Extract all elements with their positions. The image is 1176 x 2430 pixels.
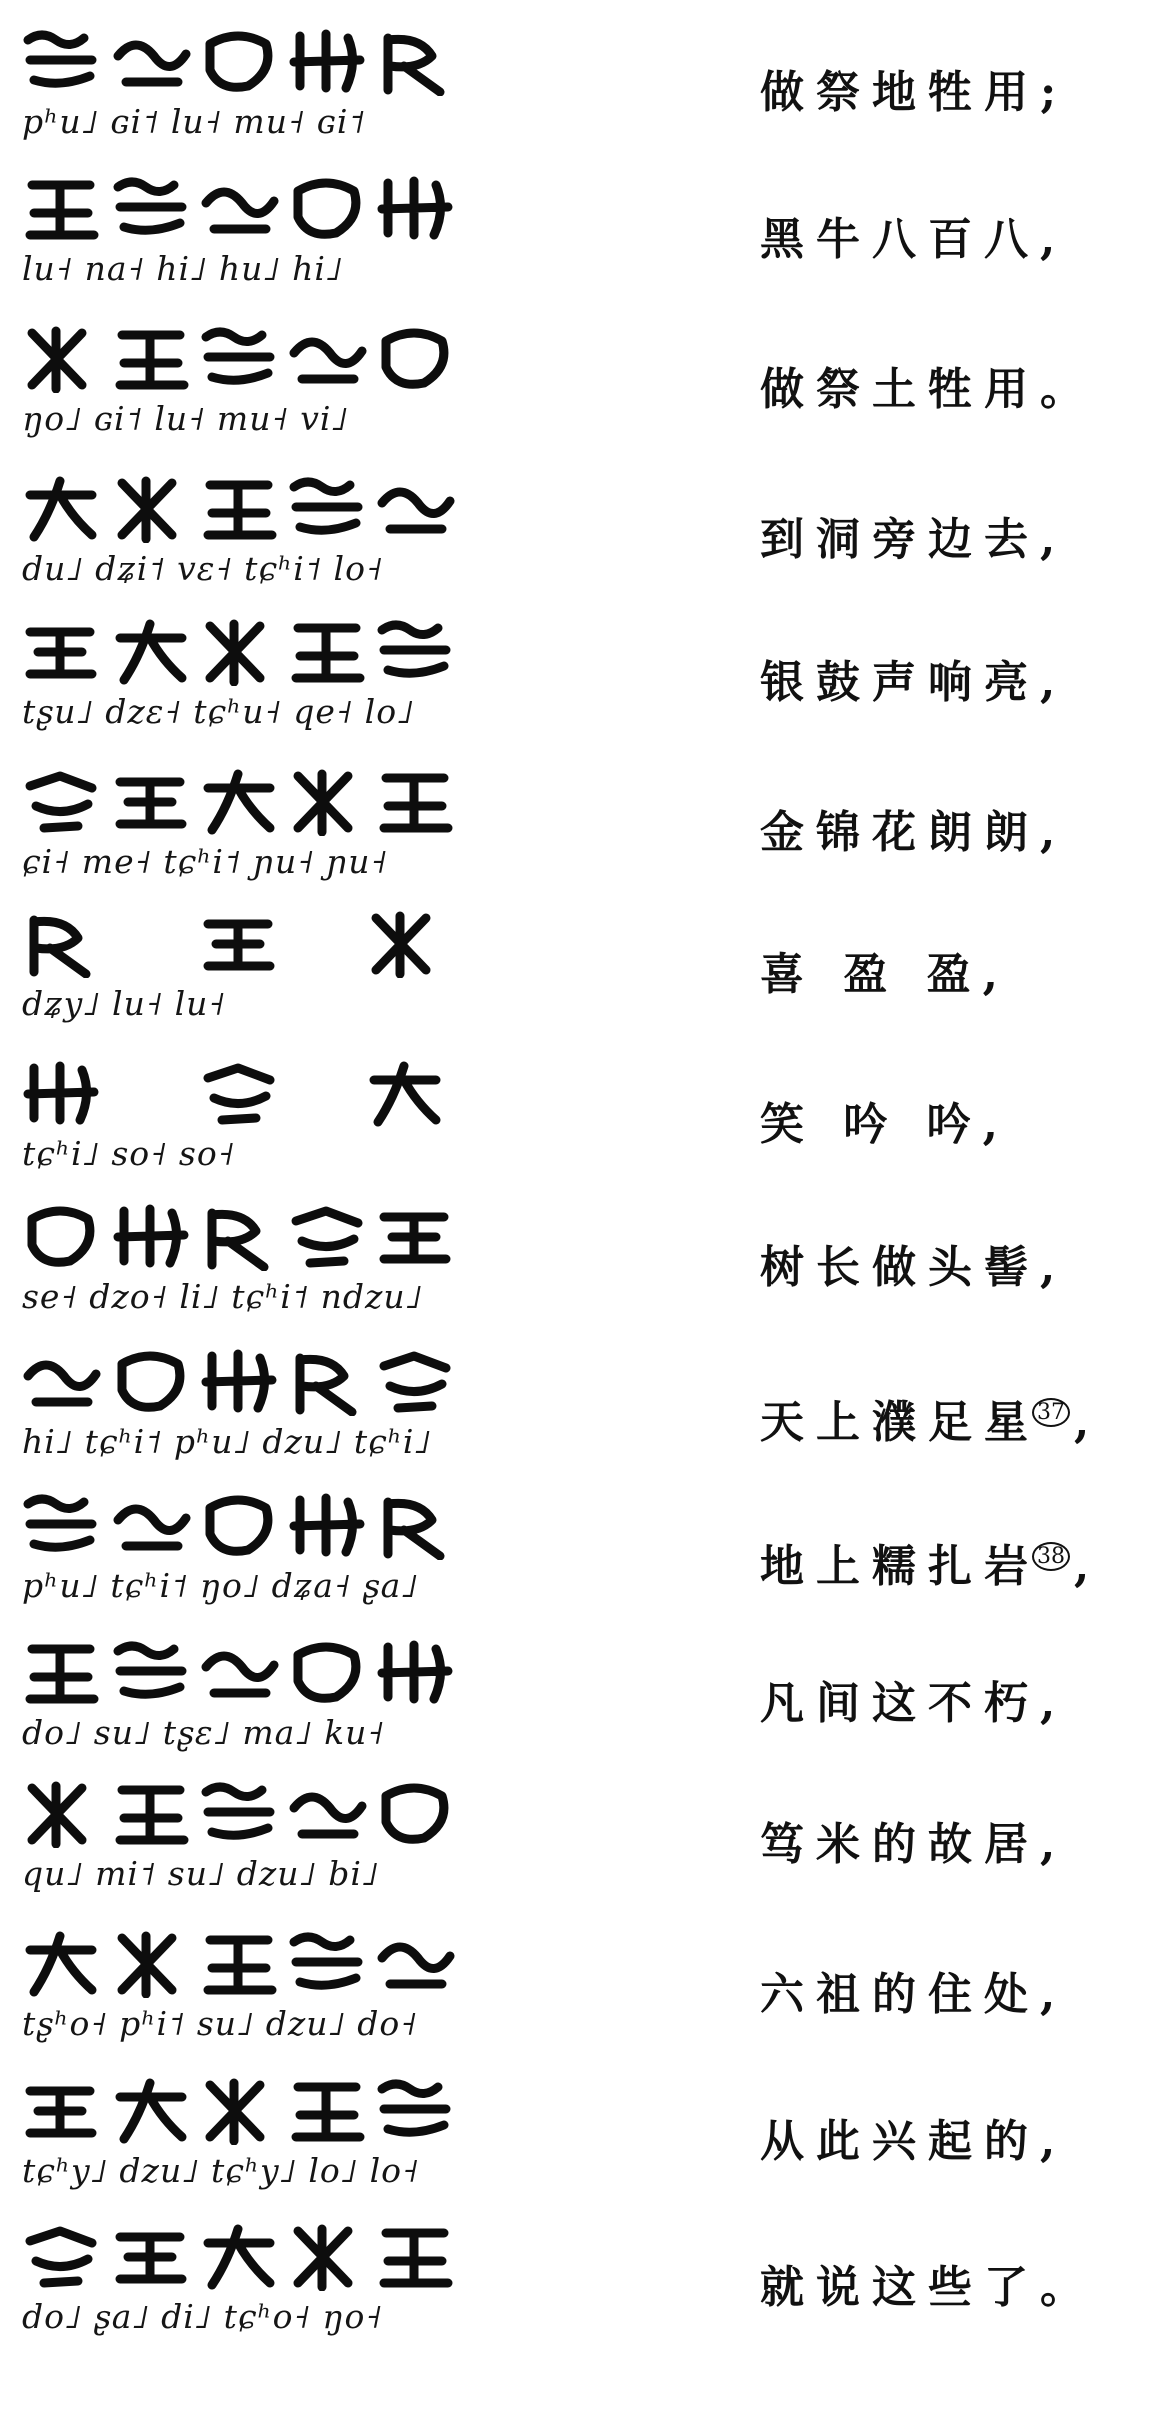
chinese-translation	[760, 900, 1160, 1050]
yi-glyph-line	[0, 900, 470, 982]
yi-character-glyph	[110, 323, 194, 393]
footnote-marker[interactable]: 37	[1032, 1398, 1070, 1427]
yi-character-glyph	[374, 1637, 458, 1707]
yi-character-glyph	[286, 2075, 370, 2145]
yi-character-glyph	[198, 1201, 282, 1271]
yi-character-glyph	[20, 1637, 104, 1707]
yi-character-glyph	[20, 908, 104, 978]
yi-character-glyph	[364, 908, 448, 978]
yi-glyph-line	[0, 465, 470, 547]
verse-row	[0, 315, 1176, 465]
translation-text: 六祖的住处,	[760, 1969, 1068, 2020]
romanization: pʰu˩ ɢi˦ lu˧ mu˧ ɢi˦	[22, 102, 366, 141]
yi-character-glyph	[198, 2221, 282, 2291]
romanization: se˧ dzo˧ li˩ tɕʰi˦ ndzu˩	[22, 1277, 423, 1316]
yi-character-glyph	[20, 1058, 104, 1128]
yi-character-glyph	[20, 473, 104, 543]
yi-character-glyph	[198, 1058, 282, 1128]
chinese-translation	[760, 1770, 1160, 1920]
yi-script-block	[0, 1629, 470, 1779]
yi-character-glyph	[110, 1778, 194, 1848]
yi-character-glyph	[20, 1778, 104, 1848]
verse-row	[0, 758, 1176, 908]
romanization: tɕʰy˩ dzu˩ tɕʰy˩ lo˩ lo˧	[22, 2151, 420, 2190]
chinese-translation	[760, 315, 1160, 465]
translation-text: 从此兴起的,	[760, 2116, 1068, 2167]
romanization: tʂu˩ dzɛ˧ tɕʰu˧ qe˧ lo˩	[22, 692, 415, 731]
yi-character-glyph	[110, 1346, 194, 1416]
yi-character-glyph	[20, 26, 104, 96]
yi-script-block	[0, 758, 470, 908]
yi-character-glyph	[110, 616, 194, 686]
yi-character-glyph	[110, 1928, 194, 1998]
romanization: qu˩ mi˦ su˩ dzu˩ bi˩	[22, 1854, 380, 1893]
yi-character-glyph	[110, 473, 194, 543]
yi-character-glyph	[20, 173, 104, 243]
yi-character-glyph	[374, 616, 458, 686]
yi-script-block	[0, 1920, 470, 2070]
yi-character-glyph	[286, 1778, 370, 1848]
translation-text: 做祭地牲用;	[760, 67, 1069, 118]
romanization: tɕʰi˩ so˧ so˧	[22, 1134, 235, 1173]
yi-glyph-line	[0, 1482, 470, 1564]
yi-character-glyph	[198, 473, 282, 543]
romanization: du˩ dʑi˦ vɛ˧ tɕʰi˦ lo˧	[22, 549, 384, 588]
verse-row	[0, 1050, 1176, 1200]
yi-character-glyph	[374, 473, 458, 543]
verse-row	[0, 1482, 1176, 1632]
yi-glyph-line	[0, 165, 470, 247]
yi-character-glyph	[374, 26, 458, 96]
yi-character-glyph	[20, 2221, 104, 2291]
yi-character-glyph	[286, 2221, 370, 2291]
yi-character-glyph	[198, 766, 282, 836]
yi-script-block	[0, 1770, 470, 1920]
verse-row	[0, 1338, 1176, 1488]
yi-script-block	[0, 900, 470, 1050]
yi-character-glyph	[286, 1201, 370, 1271]
chinese-translation	[760, 18, 1160, 168]
yi-character-glyph	[198, 1928, 282, 1998]
yi-script-block	[0, 18, 470, 168]
yi-script-block	[0, 1482, 470, 1632]
translation-text: 树长做头髻,	[760, 1242, 1068, 1293]
yi-glyph-line	[0, 2213, 470, 2295]
yi-character-glyph	[374, 2075, 458, 2145]
verse-row	[0, 608, 1176, 758]
yi-character-glyph	[374, 1928, 458, 1998]
yi-character-glyph	[286, 1346, 370, 1416]
yi-script-block	[0, 608, 470, 758]
yi-glyph-line	[0, 1193, 470, 1275]
yi-character-glyph	[198, 2075, 282, 2145]
yi-character-glyph	[110, 766, 194, 836]
verse-row	[0, 1629, 1176, 1779]
verse-row	[0, 1770, 1176, 1920]
verse-row	[0, 465, 1176, 615]
translation-text: 凡间这不朽,	[760, 1678, 1068, 1729]
yi-glyph-line	[0, 2067, 470, 2149]
translation-text: 地上糯扎岩	[760, 1541, 1040, 1592]
chinese-translation	[760, 1193, 1160, 1343]
yi-script-block	[0, 1050, 470, 1200]
yi-character-glyph	[286, 1490, 370, 1560]
yi-character-glyph	[286, 1637, 370, 1707]
yi-character-glyph	[20, 2075, 104, 2145]
romanization: tʂʰo˧ pʰi˦ su˩ dzu˩ do˧	[22, 2004, 418, 2043]
translation-text: 就说这些了。	[760, 2262, 1096, 2313]
yi-character-glyph	[20, 1490, 104, 1560]
yi-glyph-line	[0, 758, 470, 840]
translation-text: 金锦花朗朗,	[760, 807, 1068, 858]
yi-character-glyph	[198, 26, 282, 96]
trailing-comma: ,	[1074, 1397, 1102, 1448]
translation-text: 到洞旁边去,	[760, 514, 1068, 565]
romanization: pʰu˩ tɕʰi˦ ŋo˩ dʑa˧ ʂa˩	[22, 1566, 419, 1605]
footnote-marker[interactable]: 38	[1032, 1542, 1070, 1571]
yi-character-glyph	[198, 1490, 282, 1560]
yi-character-glyph	[198, 1637, 282, 1707]
chinese-translation	[760, 465, 1160, 615]
yi-character-glyph	[198, 908, 282, 978]
translation-text: 做祭土牲用。	[760, 364, 1096, 415]
verse-row	[0, 900, 1176, 1050]
translation-text: 笃米的故居,	[760, 1819, 1068, 1870]
romanization: hi˩ tɕʰi˦ pʰu˩ dzu˩ tɕʰi˩	[22, 1422, 432, 1461]
yi-script-block	[0, 2067, 470, 2217]
yi-character-glyph	[374, 2221, 458, 2291]
verse-row	[0, 1920, 1176, 2070]
yi-character-glyph	[374, 173, 458, 243]
yi-character-glyph	[110, 173, 194, 243]
yi-character-glyph	[110, 2221, 194, 2291]
yi-character-glyph	[374, 766, 458, 836]
yi-character-glyph	[364, 1058, 448, 1128]
yi-script-block	[0, 1338, 470, 1488]
yi-character-glyph	[374, 1346, 458, 1416]
yi-character-glyph	[286, 26, 370, 96]
translation-text: 天上濮足星	[760, 1397, 1040, 1448]
translation-text: 笑 吟 吟,	[760, 1099, 1010, 1150]
romanization: ŋo˩ ɢi˦ lu˧ mu˧ vi˩	[22, 399, 349, 438]
chinese-translation	[760, 1482, 1160, 1632]
yi-character-glyph	[198, 173, 282, 243]
verse-row	[0, 2213, 1176, 2363]
yi-character-glyph	[110, 2075, 194, 2145]
yi-character-glyph	[20, 766, 104, 836]
romanization: dʑy˩ lu˧ lu˧	[22, 984, 226, 1023]
yi-glyph-line	[0, 1050, 470, 1132]
yi-character-glyph	[20, 1928, 104, 1998]
yi-script-block	[0, 315, 470, 465]
yi-character-glyph	[374, 1778, 458, 1848]
yi-character-glyph	[374, 1201, 458, 1271]
yi-character-glyph	[286, 473, 370, 543]
romanization: lu˧ na˧ hi˩ hu˩ hi˩	[22, 249, 344, 288]
verse-row	[0, 18, 1176, 168]
yi-glyph-line	[0, 1629, 470, 1711]
yi-character-glyph	[20, 323, 104, 393]
yi-character-glyph	[198, 323, 282, 393]
yi-character-glyph	[374, 1490, 458, 1560]
chinese-translation	[760, 1338, 1160, 1488]
yi-glyph-line	[0, 315, 470, 397]
chinese-translation	[760, 1050, 1160, 1200]
chinese-translation	[760, 165, 1160, 315]
chinese-translation	[760, 1629, 1160, 1779]
chinese-translation	[760, 2067, 1160, 2217]
yi-character-glyph	[198, 616, 282, 686]
yi-character-glyph	[20, 616, 104, 686]
yi-glyph-line	[0, 1920, 470, 2002]
yi-character-glyph	[286, 323, 370, 393]
yi-character-glyph	[110, 1201, 194, 1271]
translation-text: 喜 盈 盈,	[760, 949, 1010, 1000]
chinese-translation	[760, 1920, 1160, 2070]
yi-character-glyph	[286, 766, 370, 836]
translation-text: 银鼓声响亮,	[760, 657, 1068, 708]
verse-row	[0, 165, 1176, 315]
yi-character-glyph	[110, 1490, 194, 1560]
yi-character-glyph	[110, 26, 194, 96]
yi-character-glyph	[198, 1778, 282, 1848]
trailing-comma: ,	[1074, 1541, 1102, 1592]
yi-glyph-line	[0, 1338, 470, 1420]
yi-character-glyph	[286, 616, 370, 686]
verse-row	[0, 2067, 1176, 2217]
chinese-translation	[760, 2213, 1160, 2363]
yi-script-block	[0, 2213, 470, 2363]
romanization: do˩ ʂa˩ di˩ tɕʰo˧ ŋo˧	[22, 2297, 383, 2336]
chinese-translation	[760, 758, 1160, 908]
translation-text: 黑牛八百八,	[760, 214, 1068, 265]
yi-script-block	[0, 465, 470, 615]
yi-character-glyph	[286, 173, 370, 243]
romanization: do˩ su˩ tʂɛ˩ ma˩ ku˧	[22, 1713, 385, 1752]
yi-glyph-line	[0, 608, 470, 690]
yi-character-glyph	[286, 1928, 370, 1998]
verse-row	[0, 1193, 1176, 1343]
chinese-translation	[760, 608, 1160, 758]
yi-script-block	[0, 165, 470, 315]
yi-glyph-line	[0, 18, 470, 100]
yi-character-glyph	[374, 323, 458, 393]
yi-character-glyph	[20, 1201, 104, 1271]
yi-script-block	[0, 1193, 470, 1343]
yi-glyph-line	[0, 1770, 470, 1852]
yi-character-glyph	[198, 1346, 282, 1416]
romanization: ɕi˧ me˧ tɕʰi˦ ɲu˧ ɲu˧	[22, 842, 388, 881]
yi-character-glyph	[20, 1346, 104, 1416]
yi-character-glyph	[110, 1637, 194, 1707]
